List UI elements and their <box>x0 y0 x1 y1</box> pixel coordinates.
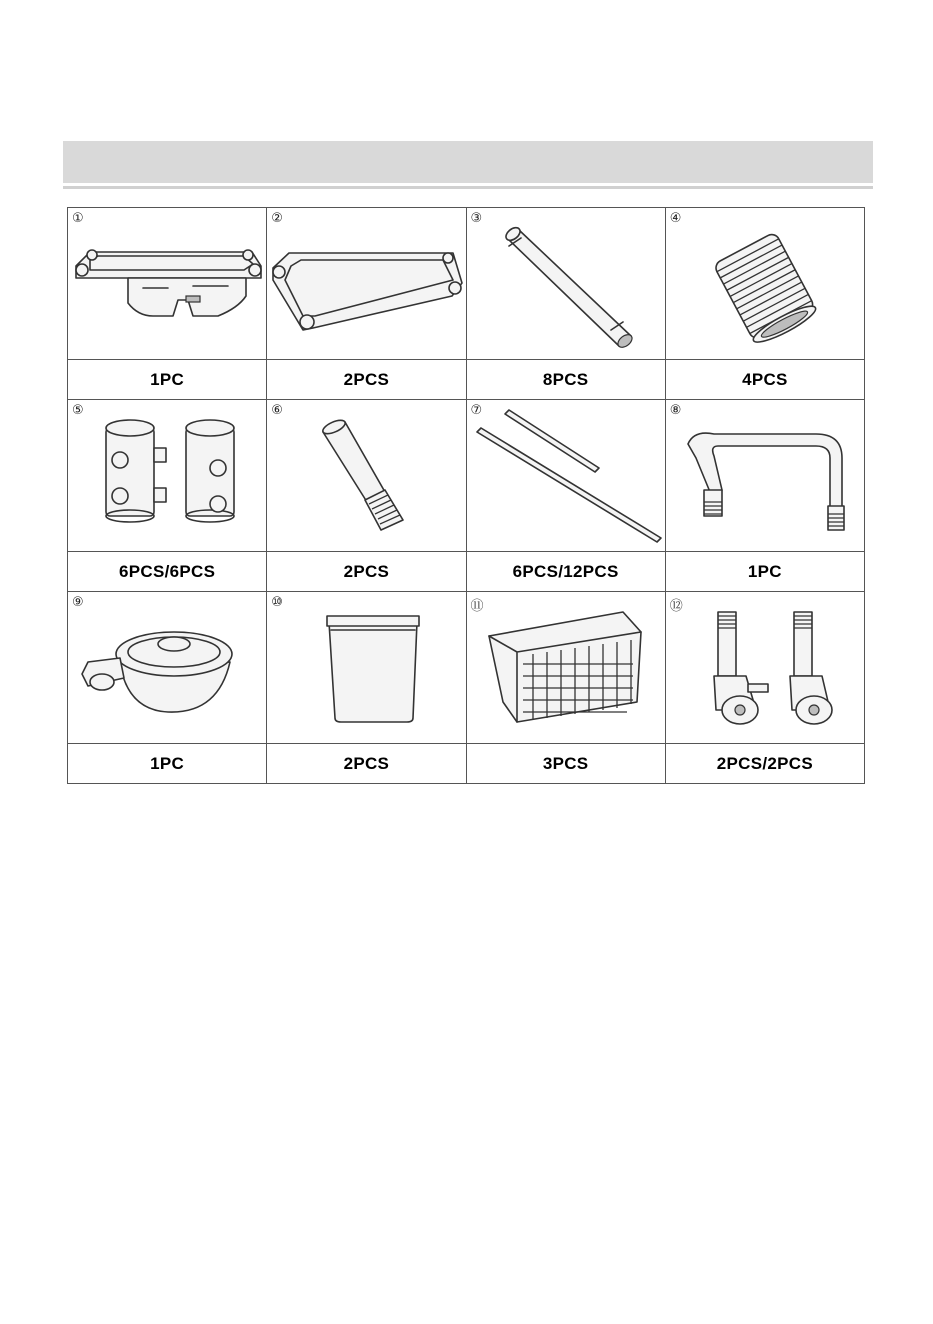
parts-quantity-row <box>68 360 865 400</box>
part-cell-2 <box>267 208 466 360</box>
parts-list-table <box>67 207 865 784</box>
part-number: ④ <box>669 211 682 226</box>
parts-image-row <box>68 592 865 744</box>
container-icon <box>267 592 466 743</box>
tray-with-base-icon <box>68 208 267 359</box>
section-header-bar <box>63 141 873 183</box>
part-cell-11 <box>466 592 665 744</box>
part-number: ⑪ <box>470 599 484 614</box>
part-cell-1 <box>68 208 267 360</box>
handle-icon <box>666 400 865 551</box>
part-number: ⑧ <box>669 403 682 418</box>
part-number: ⑤ <box>72 403 84 418</box>
rod-icon <box>467 400 666 551</box>
part-number: ③ <box>470 211 483 226</box>
parts-quantity-row <box>68 552 865 592</box>
part-quantity: 2PCS <box>267 360 466 400</box>
part-cell-8 <box>665 400 864 552</box>
part-cell-5 <box>68 400 267 552</box>
basket-icon <box>467 592 666 743</box>
part-quantity: 4PCS <box>665 360 864 400</box>
part-quantity: 3PCS <box>466 744 665 784</box>
part-number: ⑦ <box>470 403 483 418</box>
part-number: ② <box>271 211 283 226</box>
part-number: ⑩ <box>271 595 283 610</box>
part-number: ⑥ <box>271 403 283 418</box>
part-number: ⑫ <box>669 599 683 614</box>
part-cell-10 <box>267 592 466 744</box>
header-divider <box>63 186 873 189</box>
parts-image-row <box>68 208 865 360</box>
connector-icon <box>68 400 267 551</box>
part-cell-6 <box>267 400 466 552</box>
ribbed-sleeve-icon <box>666 208 865 359</box>
tube-icon <box>467 208 666 359</box>
part-quantity: 2PCS <box>267 744 466 784</box>
part-cell-4 <box>665 208 864 360</box>
part-quantity: 8PCS <box>466 360 665 400</box>
part-quantity: 1PC <box>665 552 864 592</box>
part-quantity: 1PC <box>68 360 267 400</box>
caster-wheel-icon <box>666 592 865 743</box>
part-cell-3 <box>466 208 665 360</box>
part-cell-12 <box>665 592 864 744</box>
part-cell-7 <box>466 400 665 552</box>
bowl-holder-icon <box>68 592 267 743</box>
part-number: ① <box>72 211 84 226</box>
part-quantity: 6PCS/12PCS <box>466 552 665 592</box>
tray-icon <box>267 208 466 359</box>
part-cell-9 <box>68 592 267 744</box>
part-quantity: 2PCS <box>267 552 466 592</box>
parts-image-row <box>68 400 865 552</box>
threaded-post-icon <box>267 400 466 551</box>
parts-quantity-row <box>68 744 865 784</box>
part-quantity: 2PCS/2PCS <box>665 744 864 784</box>
part-quantity: 1PC <box>68 744 267 784</box>
part-quantity: 6PCS/6PCS <box>68 552 267 592</box>
part-number: ⑨ <box>72 595 84 610</box>
